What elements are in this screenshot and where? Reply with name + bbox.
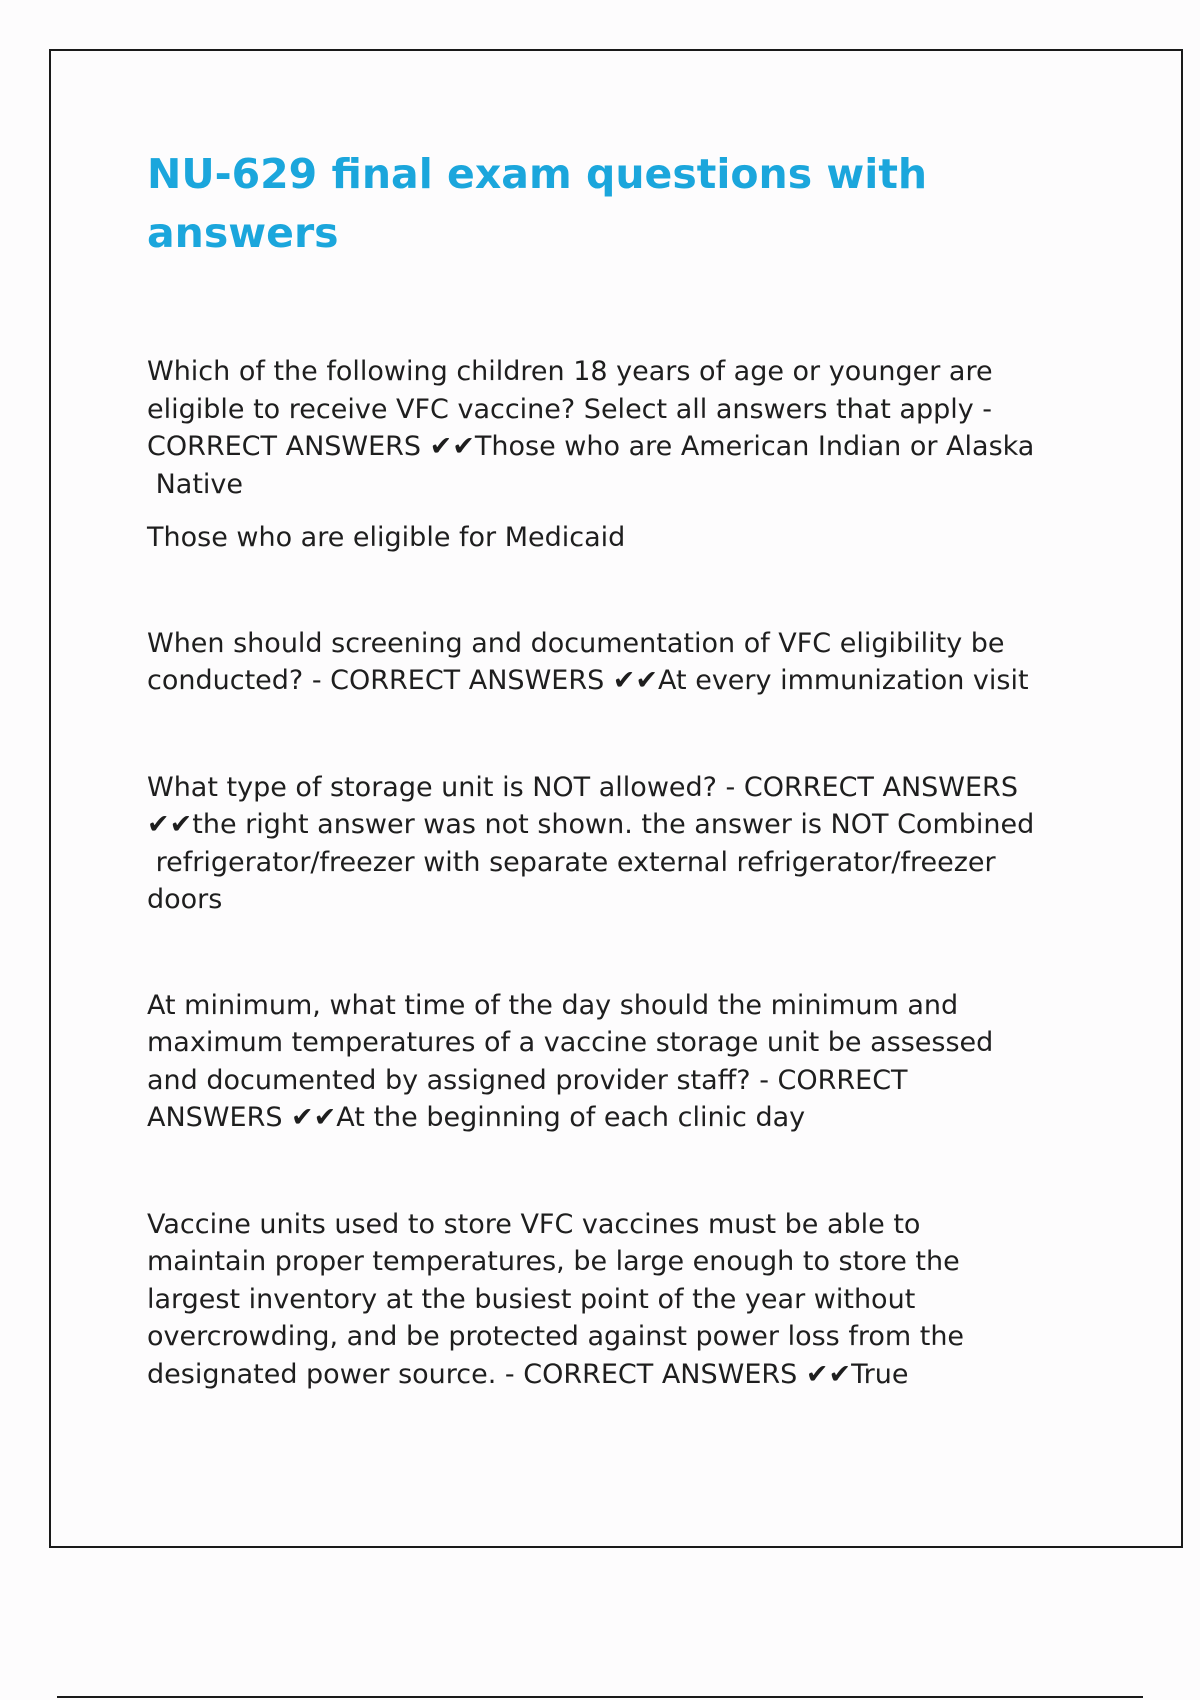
qa-text: When should screening and documentation of VFC eligibility be conducted? - CORRECT ANSWERS ✔✔At every immunization visit [147,627,1029,696]
qa-text: At minimum, what time of the day should the minimum and maximum temperatures of a vaccine storage unit be assessed and documented by assigned provider staff? - CORRECT ANSWERS ✔✔At the beginning of each clinic day [147,989,994,1133]
document-page [49,49,1183,1548]
qa-text: Which of the following children 18 years of age or younger are eligible to receive VFC vaccine? Select all answers that apply - CORRECT ANSWERS ✔✔Those who are American Indian or Alaska Native [147,356,1035,500]
qa-item [147,769,1147,919]
qa-text: What type of storage unit is NOT allowed? - CORRECT ANSWERS ✔✔the right answer was not shown. the answer is NOT Combined refrigerator/freezer with separate external refrigerator/freezer doors [147,771,1035,915]
qa-item [147,1206,1147,1394]
qa-item [147,987,1147,1137]
qa-item [147,625,1147,700]
qa-text: Vaccine units used to store VFC vaccines must be able to maintain proper temperatures, be large enough to store the largest inventory at the busiest point of the year without overcrowding, and be protected against power loss from the designated power source. - CORRECT ANSWERS ✔✔True [147,1208,965,1390]
document-title: NU-629 final exam questions with answers [147,150,928,257]
qa-answer-continuation: Those who are eligible for Medicaid [147,522,626,553]
qa-item [147,353,1147,557]
qa-list [147,353,1147,1393]
next-page-top-edge [57,1696,1143,1698]
